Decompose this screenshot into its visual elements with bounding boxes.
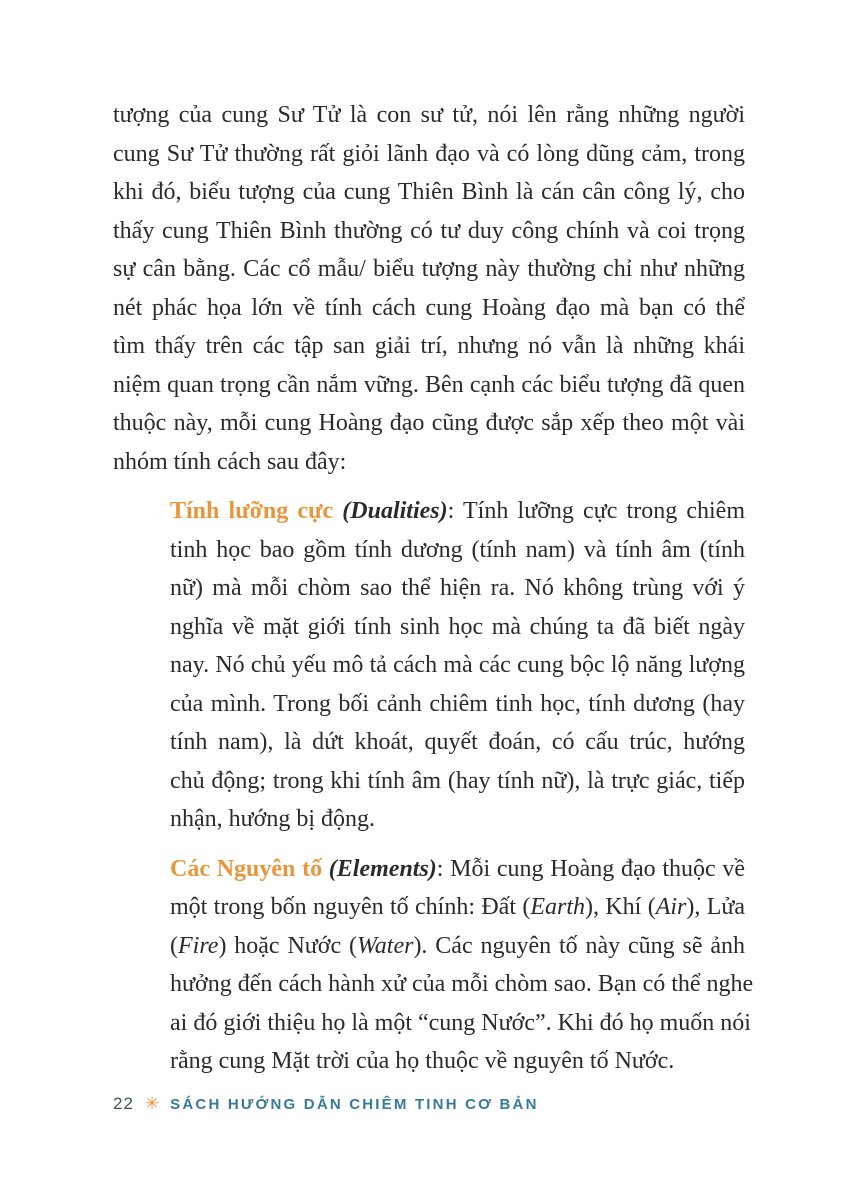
text-line	[170, 927, 745, 966]
text-segment: ) hoặc Nước (	[218, 932, 357, 959]
italic-term-earth: Earth	[530, 894, 586, 920]
text-line: tượng của cung Sư Tử là con sư tử, nói lên rằng những người	[113, 102, 745, 128]
text-line: tìm thấy trên các tập san giải trí, nhưng nó vẫn là những khái	[113, 333, 745, 359]
text-line: chủ động; trong khi tính âm (hay tính nữ), là trực giác, tiếp	[170, 767, 745, 794]
section-heading-english: (Elements)	[328, 855, 437, 882]
text-line: niệm quan trọng cần nắm vững. Bên cạnh các biểu tượng đã quen	[113, 371, 745, 398]
text-segment: một trong bốn nguyên tố chính: Đất (	[170, 894, 531, 920]
text-line: thuộc này, mỗi cung Hoàng đạo cũng được sắp xếp theo một vài	[113, 410, 745, 436]
section-heading-line	[170, 492, 745, 531]
text-line: khi đó, biểu tượng của cung Thiên Bình là cán cân công lý, cho	[113, 179, 745, 205]
section-dualities	[170, 492, 745, 839]
section-heading-english: (Dualities)	[342, 498, 448, 524]
text-line: hưởng đến cách hành xử của mỗi chòm sao. Bạn có thể nghe	[170, 971, 754, 997]
text-segment: ). Các nguyên tố này cũng sẽ ảnh	[413, 932, 745, 959]
page-footer	[113, 1094, 539, 1114]
text-segment: (	[170, 932, 178, 959]
text-line: rằng cung Mặt trời của họ thuộc về nguyên tố Nước.	[170, 1048, 675, 1074]
asterisk-icon: ✳	[144, 1093, 160, 1114]
text-line: tinh học bao gồm tính dương (tính nam) và tính âm (tính	[170, 536, 745, 563]
text-line: sự cân bằng. Các cổ mẫu/ biểu tượng này thường chỉ như những	[113, 256, 745, 282]
main-text-column	[113, 96, 754, 1081]
text-segment: : Mỗi cung Hoàng đạo thuộc về	[436, 855, 746, 882]
section-heading-line	[170, 850, 745, 889]
footer-running-title: SÁCH HƯỚNG DẪN CHIÊM TINH CƠ BẢN	[170, 1095, 539, 1113]
section-heading: Các Nguyên tố	[170, 855, 329, 882]
text-segment: ), Lửa	[686, 894, 746, 920]
section-elements	[170, 850, 754, 1081]
intro-paragraph	[113, 96, 745, 481]
text-segment: : Tính lưỡng cực trong chiêm	[447, 498, 745, 524]
text-line: nhóm tính cách sau đây:	[113, 448, 347, 475]
text-line: tính nam), là dứt khoát, quyết đoán, có cấu trúc, hướng	[170, 729, 745, 755]
text-line: nét phác họa lớn về tính cách cung Hoàng đạo mà bạn có thể	[113, 294, 745, 321]
text-line: nghĩa về mặt giới tính sinh học mà chúng ta đã biết ngày	[170, 613, 745, 640]
text-line: nữ) mà mỗi chòm sao thể hiện ra. Nó không trùng với ý	[170, 575, 745, 601]
page-number: 22	[113, 1094, 134, 1113]
italic-term-air: Air	[655, 894, 687, 920]
text-line: của mình. Trong bối cảnh chiêm tinh học, tính dương (hay	[170, 690, 745, 717]
italic-term-fire: Fire	[178, 932, 219, 959]
text-line: nay. Nó chủ yếu mô tả cách mà các cung bộc lộ năng lượng	[170, 652, 745, 678]
text-line: thấy cung Thiên Bình thường có tư duy công chính và coi trọng	[113, 217, 745, 244]
text-line	[170, 888, 745, 927]
text-line: cung Sư Tử thường rất giỏi lãnh đạo và có lòng dũng cảm, trong	[113, 140, 745, 167]
section-heading: Tính lưỡng cực	[170, 498, 343, 524]
italic-term-water: Water	[356, 932, 414, 959]
text-line: ai đó giới thiệu họ là một “cung Nước”. Khi đó họ muốn nói	[170, 1009, 751, 1036]
text-segment: ), Khí (	[585, 894, 656, 920]
text-line: nhận, hướng bị động.	[170, 806, 376, 832]
